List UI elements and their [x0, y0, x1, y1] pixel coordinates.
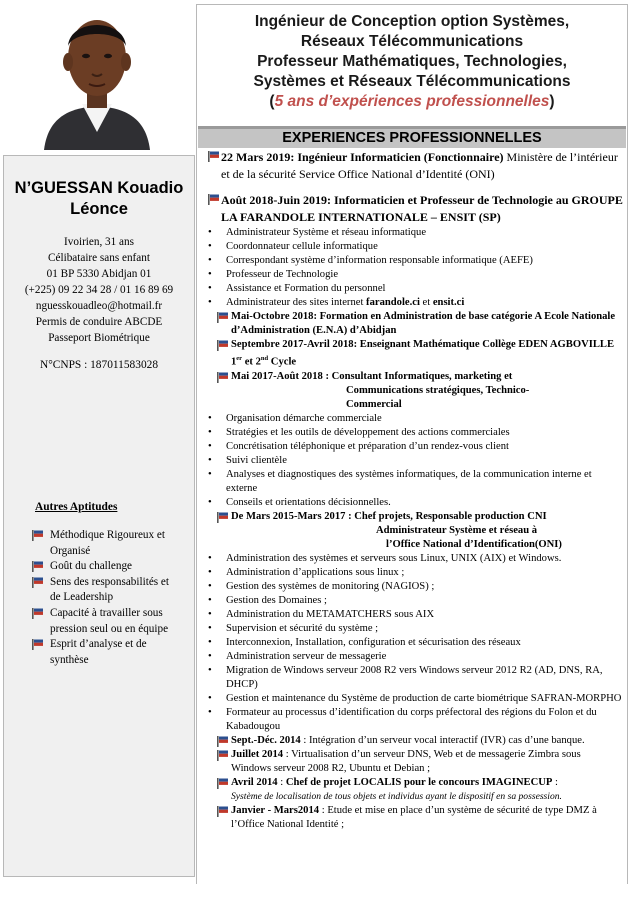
flag-bullet-icon: [32, 608, 44, 619]
aptitude-item: Sens des responsabilités et de Leadership: [32, 575, 182, 606]
aptitudes-title: Autres Aptitudes: [35, 501, 118, 513]
project-entry: Juillet 2014 : Virtualisation d’un serveur DNS, Web et de messagerie Zimbra sous Windows serveur 2008 R2, Ubuntu et Debian ;: [205, 748, 623, 776]
name-line2: Léonce: [70, 200, 128, 218]
profile-photo: [38, 0, 156, 150]
task-item: • Supervision et sécurité du système ;: [205, 622, 623, 636]
marital-status: Célibataire sans enfant: [48, 252, 150, 264]
task-item: • Concrétisation téléphonique et préparation d’un rendez-vous client: [205, 440, 623, 454]
task-item: • Formateur au processus d’identification du corps préfectoral des régions du Folon et du Kabadougou: [205, 706, 623, 734]
flag-bullet-icon: [32, 530, 44, 541]
phone-numbers: (+225) 09 22 34 28 / 01 16 89 69: [24, 284, 174, 296]
task-item: • Stratégies et les outils de développement des actions commerciales: [205, 426, 623, 440]
project-entry: Sept.-Déc. 2014 : Intégration d’un serveur vocal interactif (IVR) cas d’une banque.: [205, 734, 623, 748]
postal-address: 01 BP 5330 Abidjan 01: [46, 268, 152, 280]
task-item: • Administrateur des sites internet farandole.ci et ensit.ci: [205, 296, 623, 310]
experience-entry: 22 Mars 2019: Ingénieur Informaticien (Fonctionnaire) Ministère de l’intérieur et de la sécurité Service Office National d’Identité (ONI): [205, 149, 623, 183]
task-item: • Gestion des systèmes de monitoring (NAGIOS) ;: [205, 580, 623, 594]
site-link[interactable]: farandole.ci: [366, 297, 420, 308]
email-address[interactable]: nguesskouadleo@hotmail.fr: [35, 300, 163, 312]
candidate-name: [4, 178, 194, 220]
project-note: Système de localisation de tous objets et individus ayant le dispositif en sa possession.: [231, 790, 562, 802]
task-item: • Administration des systèmes et serveurs sous Linux, UNIX (AIX) et Windows.: [205, 552, 623, 566]
aptitudes-list: [32, 528, 182, 668]
flag-bullet-icon: [217, 750, 229, 761]
task-item: • Conseils et orientations décisionnelles.: [205, 496, 623, 510]
task-item: • Migration de Windows serveur 2008 R2 vers Windows serveur 2012 R2 (AD, DNS, RA, DHCP): [205, 664, 623, 692]
flag-bullet-icon: [32, 577, 44, 588]
experience-years: (5 ans d’expériences professionnelles): [269, 93, 555, 110]
experience-entry: De Mars 2015-Mars 2017 : Chef projets, Responsable production CNI Administrateur Système et réseau à l’Office National d’Identification(ONI): [205, 510, 623, 552]
task-item: • Analyses et diagnostiques des systèmes informatiques, de la communication interne et externe: [205, 468, 623, 496]
header-line1: Ingénieur de Conception option Systèmes,: [254, 13, 570, 30]
task-item: • Organisation démarche commerciale: [205, 412, 623, 426]
task-item: • Administrateur Système et réseau informatique: [205, 226, 623, 240]
task-item: • Gestion et maintenance du Système de production de carte biométrique SAFRAN-MORPHO: [205, 692, 623, 706]
project-entry: Janvier - Mars2014 : Etude et mise en place d’un système de sécurité de type DMZ à l’Office National Identité ;: [205, 804, 623, 832]
project-entry: Avril 2014 : Chef de projet LOCALIS pour le concours IMAGINECUP : Système de localisation de tous objets et individus ayant le dispositif en sa possession.: [205, 776, 623, 804]
task-item: • Professeur de Technologie: [205, 268, 623, 282]
experience-entry: Septembre 2017-Avril 2018: Enseignant Mathématique Collège EDEN AGBOVILLE 1er et 2nd Cycle: [205, 338, 623, 370]
sidebar-panel: [3, 155, 195, 877]
experience-entry: Mai 2017-Août 2018 : Consultant Informatiques, marketing et Communications stratégiques, Technico- Commercial: [205, 370, 623, 412]
flag-bullet-icon: [208, 194, 220, 205]
passport: Passeport Biométrique: [48, 332, 150, 344]
flag-bullet-icon: [32, 561, 44, 572]
site-link[interactable]: ensit.ci: [432, 297, 465, 308]
aptitude-item: Capacité à travailler sous pression seul ou en équipe: [32, 606, 182, 637]
flag-bullet-icon: [217, 340, 229, 351]
personal-info: [4, 234, 194, 346]
flag-bullet-icon: [32, 639, 44, 650]
flag-bullet-icon: [217, 736, 229, 747]
header-line3: Professeur Mathématiques, Technologies,: [257, 53, 567, 70]
flag-bullet-icon: [217, 312, 229, 323]
task-item: • Administration serveur de messagerie: [205, 650, 623, 664]
task-item: • Gestion des Domaines ;: [205, 594, 623, 608]
name-line1: N’GUESSAN Kouadio: [14, 179, 184, 197]
task-item: • Suivi clientèle: [205, 454, 623, 468]
task-item: • Administration du METAMATCHERS sous AIX: [205, 608, 623, 622]
flag-bullet-icon: [208, 151, 220, 162]
flag-bullet-icon: [217, 778, 229, 789]
driving-licence: Permis de conduire ABCDE: [35, 316, 163, 328]
aptitude-item: Esprit d’analyse et de synthèse: [32, 637, 182, 668]
section-title: EXPERIENCES PROFESSIONNELLES: [198, 126, 626, 148]
task-item: • Assistance et Formation du personnel: [205, 282, 623, 296]
nationality-age: Ivoirien, 31 ans: [64, 236, 134, 248]
experience-entry: Août 2018-Juin 2019: Informaticien et Professeur de Technologie au GROUPE LA FARANDOLE INTERNATIONALE – ENSIT (SP): [205, 192, 623, 226]
experience-entry: Mai-Octobre 2018: Formation en Administration de base catégorie A Ecole Nationale d’Administration (E.N.A) d’Abidjan: [205, 310, 623, 338]
flag-bullet-icon: [217, 806, 229, 817]
header-line4: Systèmes et Réseaux Télécommunications: [253, 73, 571, 90]
task-item: • Interconnexion, Installation, configuration et sécurisation des réseaux: [205, 636, 623, 650]
cnps-number: N°CNPS : 187011583028: [39, 359, 159, 371]
aptitude-item: Méthodique Rigoureux et Organisé: [32, 528, 182, 559]
experience-section: [205, 149, 623, 832]
flag-bullet-icon: [217, 372, 229, 383]
task-item: • Administration d’applications sous linux ;: [205, 566, 623, 580]
flag-bullet-icon: [217, 512, 229, 523]
header-line2: Réseaux Télécommunications: [300, 33, 524, 50]
job-title-header: [196, 12, 628, 112]
task-item: • Coordonnateur cellule informatique: [205, 240, 623, 254]
task-item: • Correspondant système d’information responsable informatique (AEFE): [205, 254, 623, 268]
aptitude-item: Goût du challenge: [32, 559, 182, 575]
